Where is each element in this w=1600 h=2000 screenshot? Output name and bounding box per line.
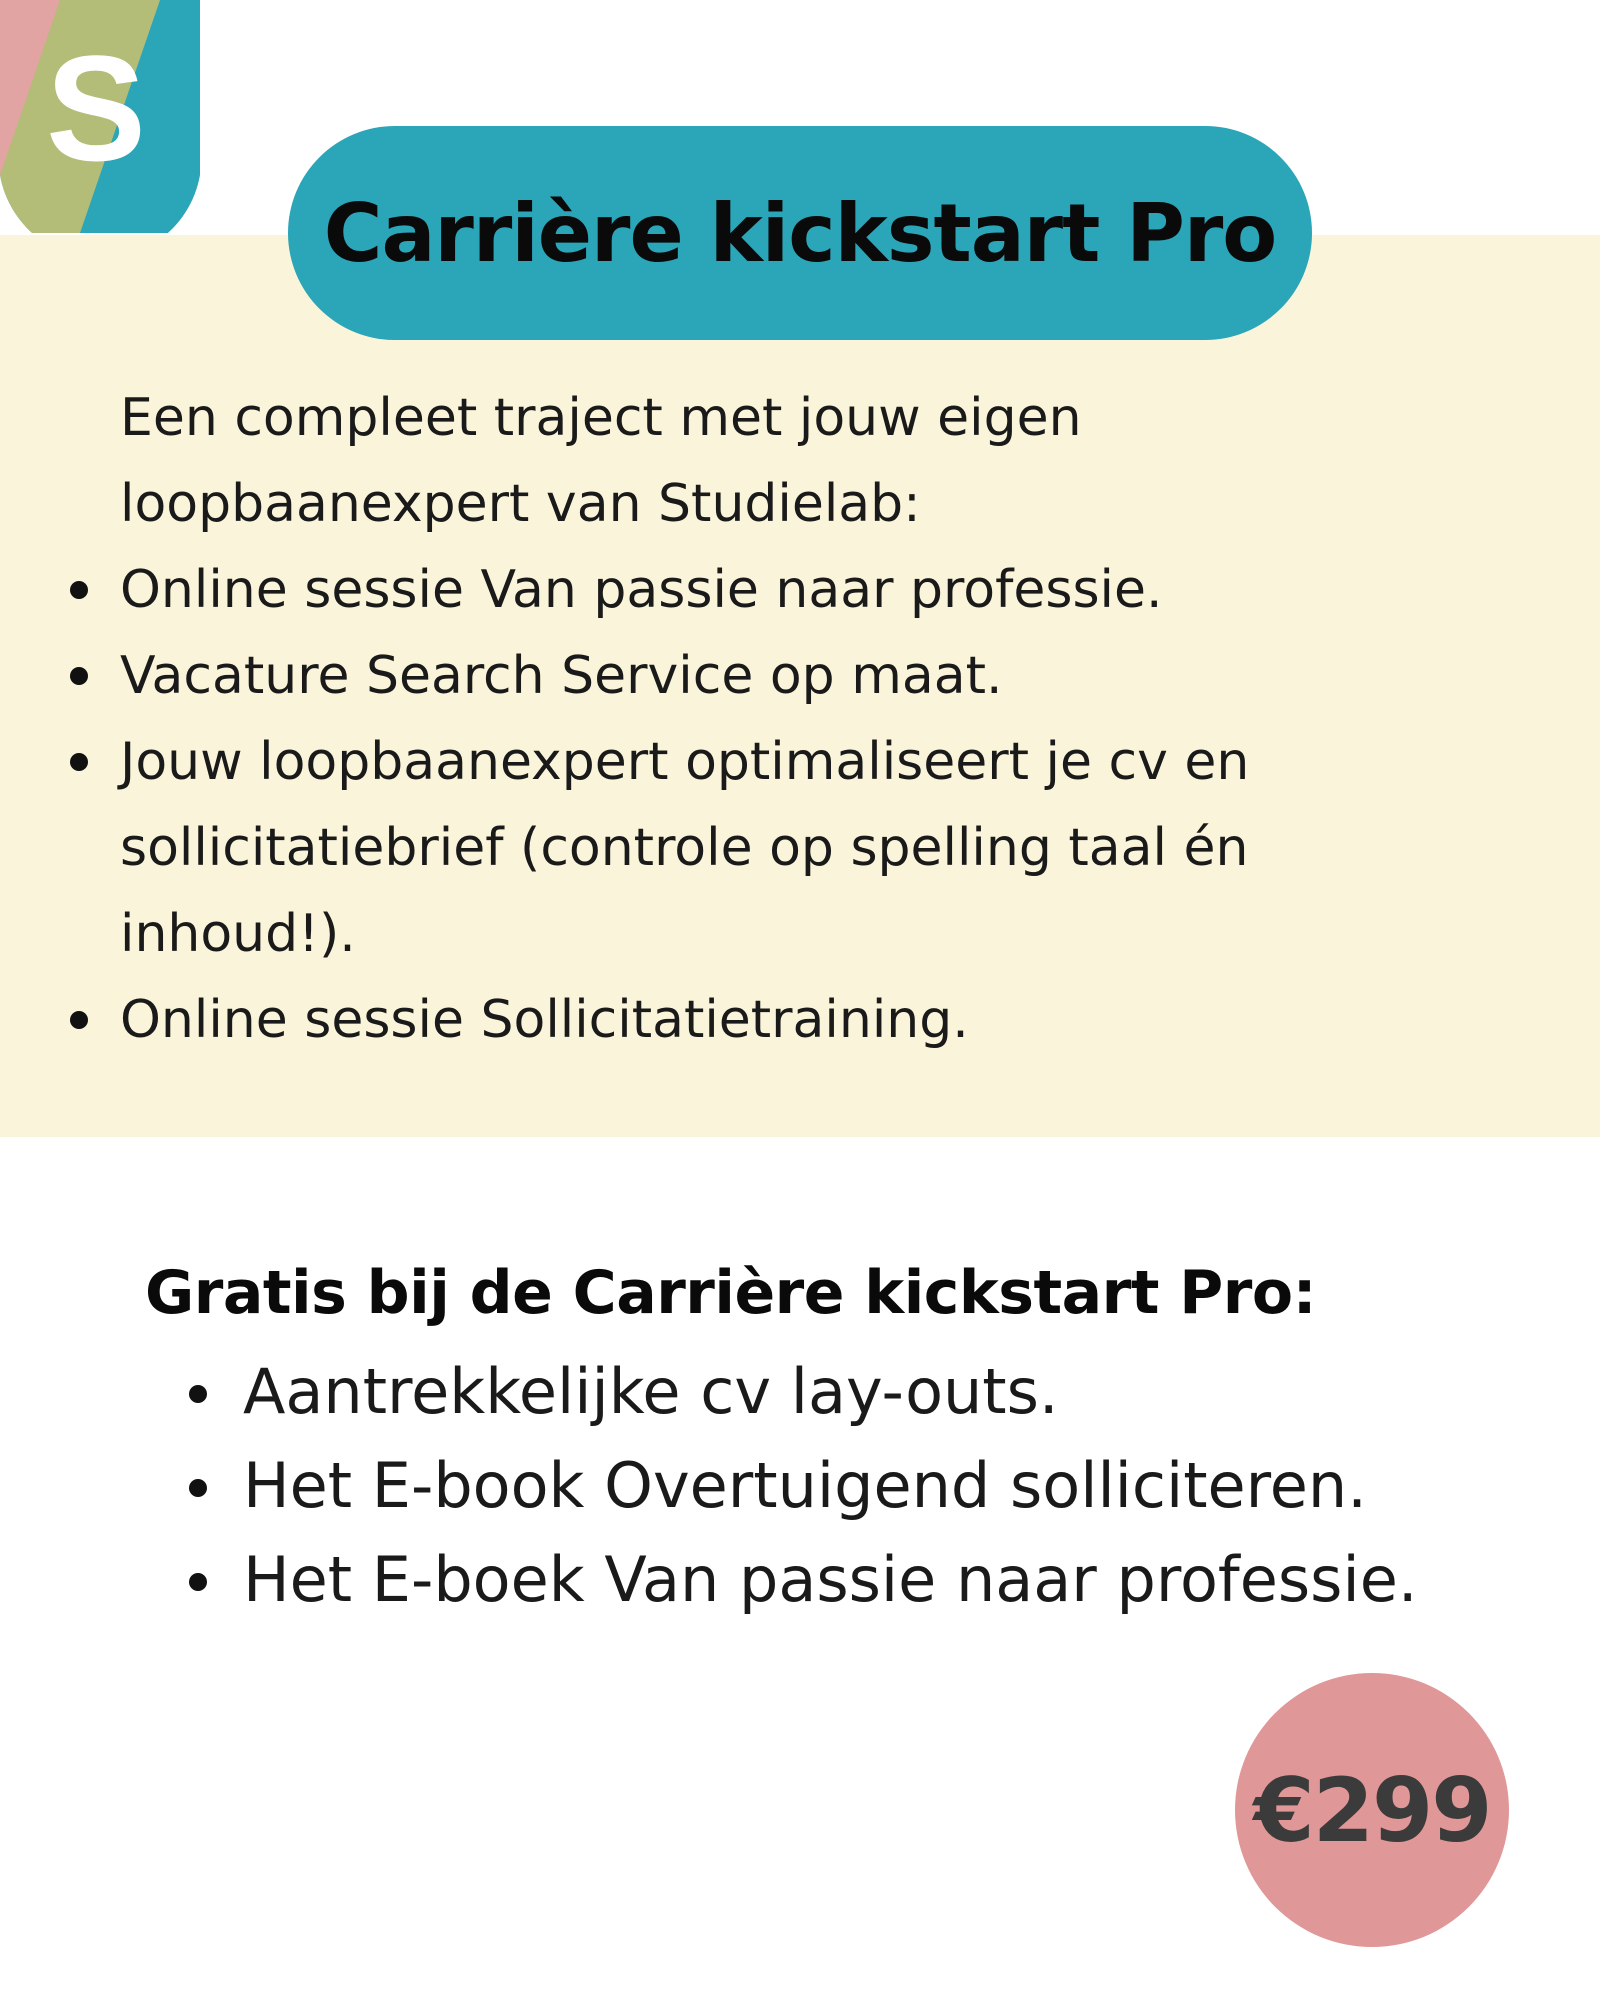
list-item — [120, 547, 1500, 633]
bullet-icon — [189, 1385, 207, 1403]
list-item — [243, 1533, 1543, 1627]
list-item — [120, 977, 1500, 1063]
logo-letter: S — [45, 24, 147, 192]
list-item-text: Jouw loopbaanexpert optimaliseert je cv en sollicitatiebrief (controle op spelling taal én inhoud!). — [120, 732, 1250, 964]
list-item — [243, 1439, 1543, 1533]
free-heading: Gratis bij de Carrière kickstart Pro: — [145, 1258, 1317, 1328]
price-text: €299 — [1253, 1758, 1491, 1862]
bullet-icon — [189, 1573, 207, 1591]
intro-text: Een compleet traject met jouw eigen loopbaanexpert van Studielab: — [120, 388, 1082, 534]
list-item-text: Online sessie Van passie naar professie. — [120, 560, 1163, 620]
included-list — [120, 547, 1500, 1063]
bullet-icon — [189, 1479, 207, 1497]
list-item-text: Het E-book Overtuigend solliciteren. — [243, 1449, 1367, 1522]
page-title: Carrière kickstart Pro — [323, 186, 1277, 280]
studielab-logo — [0, 0, 200, 233]
intro-section — [120, 375, 1500, 1063]
list-item-text: Aantrekkelijke cv lay-outs. — [243, 1355, 1059, 1428]
bullet-icon — [70, 753, 88, 771]
bullet-icon — [70, 581, 88, 599]
price-badge — [1235, 1673, 1509, 1947]
list-item — [120, 719, 1500, 977]
free-list — [243, 1345, 1543, 1627]
list-item-text: Het E-boek Van passie naar professie. — [243, 1543, 1418, 1616]
list-item — [243, 1345, 1543, 1439]
list-item — [120, 633, 1500, 719]
bullet-icon — [70, 667, 88, 685]
bullet-icon — [70, 1011, 88, 1029]
list-item-text: Vacature Search Service op maat. — [120, 646, 1003, 706]
title-pill — [288, 126, 1312, 340]
list-item-text: Online sessie Sollicitatietraining. — [120, 990, 969, 1050]
